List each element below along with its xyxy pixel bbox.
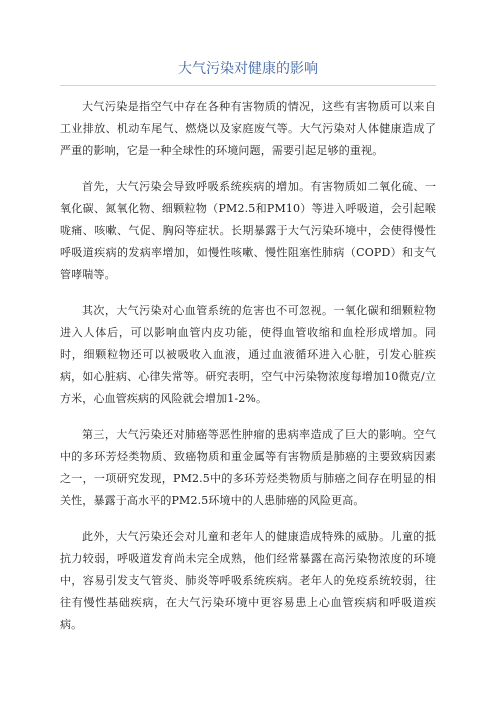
paragraph-children-elderly: 此外，大气污染还会对儿童和老年人的健康造成特殊的威胁。儿童的抵抗力较弱，呼吸道发育尚未完全成熟，他们经常暴露在高污染物浓度的环境中，容易引发支气管炎、肺炎等呼吸系统疾病。老年人的免疫系统较弱，往往有慢性基础疾病，在大气污染环境中更容易患上心血管疾病和呼吸道疾病。 [60,530,436,631]
paragraph-cardiovascular: 其次，大气污染对心血管系统的危害也不可忽视。一氧化碳和细颗粒物进入人体后，可以影响血管内皮功能，使得血管收缩和血栓形成增加。同时，细颗粒物还可以被吸收入血液，通过血液循环进入心脏，引发心脏疾病，如心脏病、心律失常等。研究表明，空气中污染物浓度每增加10微克/立方米，心血管疾病的风险就会增加1-2%。 [60,304,436,405]
document-title: 大气污染对健康的影响 [178,61,318,77]
paragraph-respiratory: 首先，大气污染会导致呼吸系统疾病的增加。有害物质如二氧化硫、一氧化碳、氮氧化物、细颗粒物（PM2.5和PM10）等进入呼吸道，会引起喉咙痛、咳嗽、气促、胸闷等症状。长期暴露于大气污染环境中，会使得慢性呼吸道疾病的发病率增加，如慢性咳嗽、慢性阻塞性肺病（COPD）和支气管哮喘等。 [60,180,436,281]
title-divider [60,85,436,86]
paragraph-lung-cancer: 第三，大气污染还对肺癌等恶性肿瘤的患病率造成了巨大的影响。空气中的多环芳烃类物质、致癌物质和重金属等有害物质是肺癌的主要致病因素之一，一项研究发现，PM2.5中的多环芳烃类物质与肺癌之间存在明显的相关性，暴露于高水平的PM2.5环境中的人患肺癌的风险更高。 [60,428,436,507]
paragraph-intro: 大气污染是指空气中存在各种有害物质的情况，这些有害物质可以来自工业排放、机动车尾气、燃烧以及家庭废气等。大气污染对人体健康造成了严重的影响，它是一种全球性的环境问题，需要引起足够的重视。 [60,100,436,157]
